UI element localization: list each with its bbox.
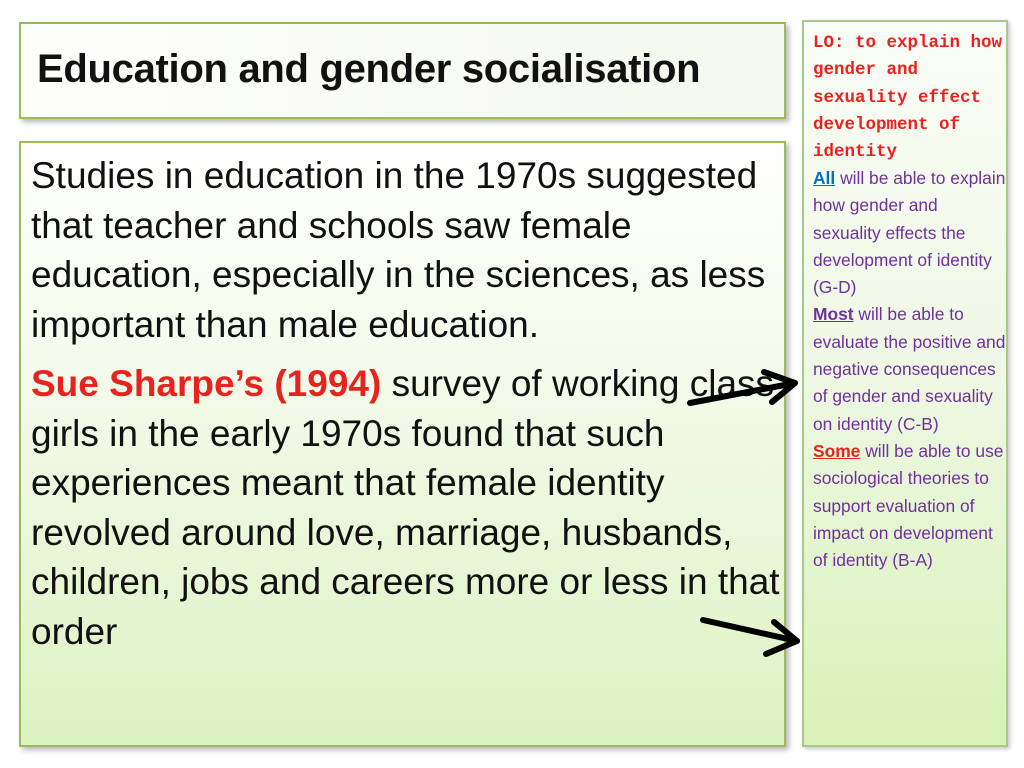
outcome-some-label: Some (813, 440, 861, 461)
learning-objective: LO: to explain how gender and sexuality effect development of identity (813, 33, 1003, 163)
outcome-most-label: Most (813, 304, 854, 325)
arrow-lower-icon (703, 620, 797, 654)
outcome-most-text: will be able to evaluate the positive and negative consequences of gender and sexuality on identity (C-B) (813, 304, 1006, 434)
studies-paragraph: Studies in education in the 1970s suggested that teacher and schools saw female education, especially in the sciences, as less important than male education. (31, 155, 766, 345)
outcome-all-text: will be able to explain how gender and sexuality effects the development of identity (G-D) (813, 168, 1006, 298)
outcome-some-text: will be able to use sociological theories to support evaluation of impact on development of identity (B-A) (813, 440, 1004, 571)
outcome-all-label: All (813, 168, 836, 188)
sharpe-paragraph-text: survey of working class girls in the early 1970s found that such experiences meant that female identity revolved around love, marriage, husbands, children, jobs and careers more or less in that order (31, 363, 780, 652)
slide-title: Education and gender socialisation (37, 47, 701, 91)
sharpe-citation: Sue Sharpe’s (1994) (31, 363, 382, 404)
arrow-upper-icon (690, 372, 795, 403)
